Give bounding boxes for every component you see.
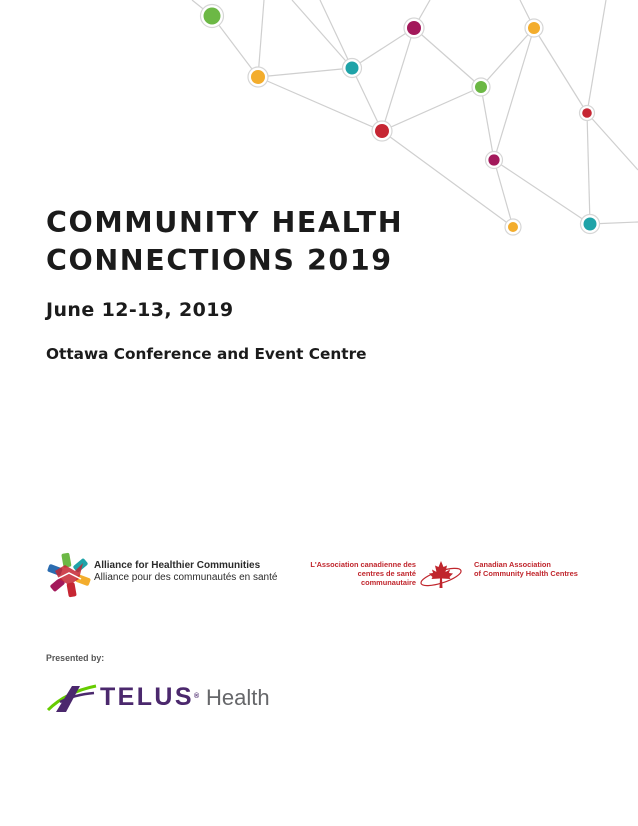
network-dot-teal [346, 62, 359, 75]
telus-health-logo [46, 680, 276, 716]
maple-leaf-icon [418, 558, 464, 596]
registered-mark: ® [193, 693, 200, 700]
alliance-name-fr: Alliance pour des communautés en santé [94, 572, 278, 583]
telus-wordmark [100, 682, 199, 712]
cachc-en-line2: of Community Health Centres [474, 569, 578, 578]
telus-brand: TELUS [100, 683, 194, 711]
telus-health-word: Health [206, 685, 270, 710]
network-dot-green [475, 81, 487, 93]
alliance-text [94, 560, 277, 584]
cachc-name-en [474, 560, 578, 578]
network-dot-orange [508, 222, 518, 232]
event-venue: Ottawa Conference and Event Centre [46, 345, 367, 363]
event-title-line2: CONNECTIONS 2019 [46, 244, 393, 277]
cachc-fr-line1: L'Association canadienne des [310, 560, 416, 569]
telus-swoosh-icon [46, 680, 98, 714]
cachc-logo [304, 558, 594, 598]
alliance-name-en: Alliance for Healthier Communities [94, 560, 261, 571]
network-dot-green [204, 8, 221, 25]
cachc-name-fr [304, 560, 416, 587]
event-date: June 12-13, 2019 [46, 299, 234, 321]
event-title-line1: COMMUNITY HEALTH [46, 206, 404, 239]
network-dot-magenta [488, 154, 499, 165]
alliance-mark-icon [46, 552, 92, 598]
cachc-en-line1: Canadian Association [474, 560, 551, 569]
network-dot-orange [528, 22, 540, 34]
alliance-logo [46, 552, 296, 598]
cachc-fr-line2: centres de santé communautaire [357, 569, 416, 587]
network-dot-teal [584, 218, 597, 231]
presented-by-label: Presented by: [46, 653, 105, 663]
network-dot-crimson [582, 108, 592, 118]
event-title [46, 204, 403, 280]
network-dot-magenta [407, 21, 421, 35]
network-dot-crimson [375, 124, 389, 138]
network-dot-orange [251, 70, 265, 84]
